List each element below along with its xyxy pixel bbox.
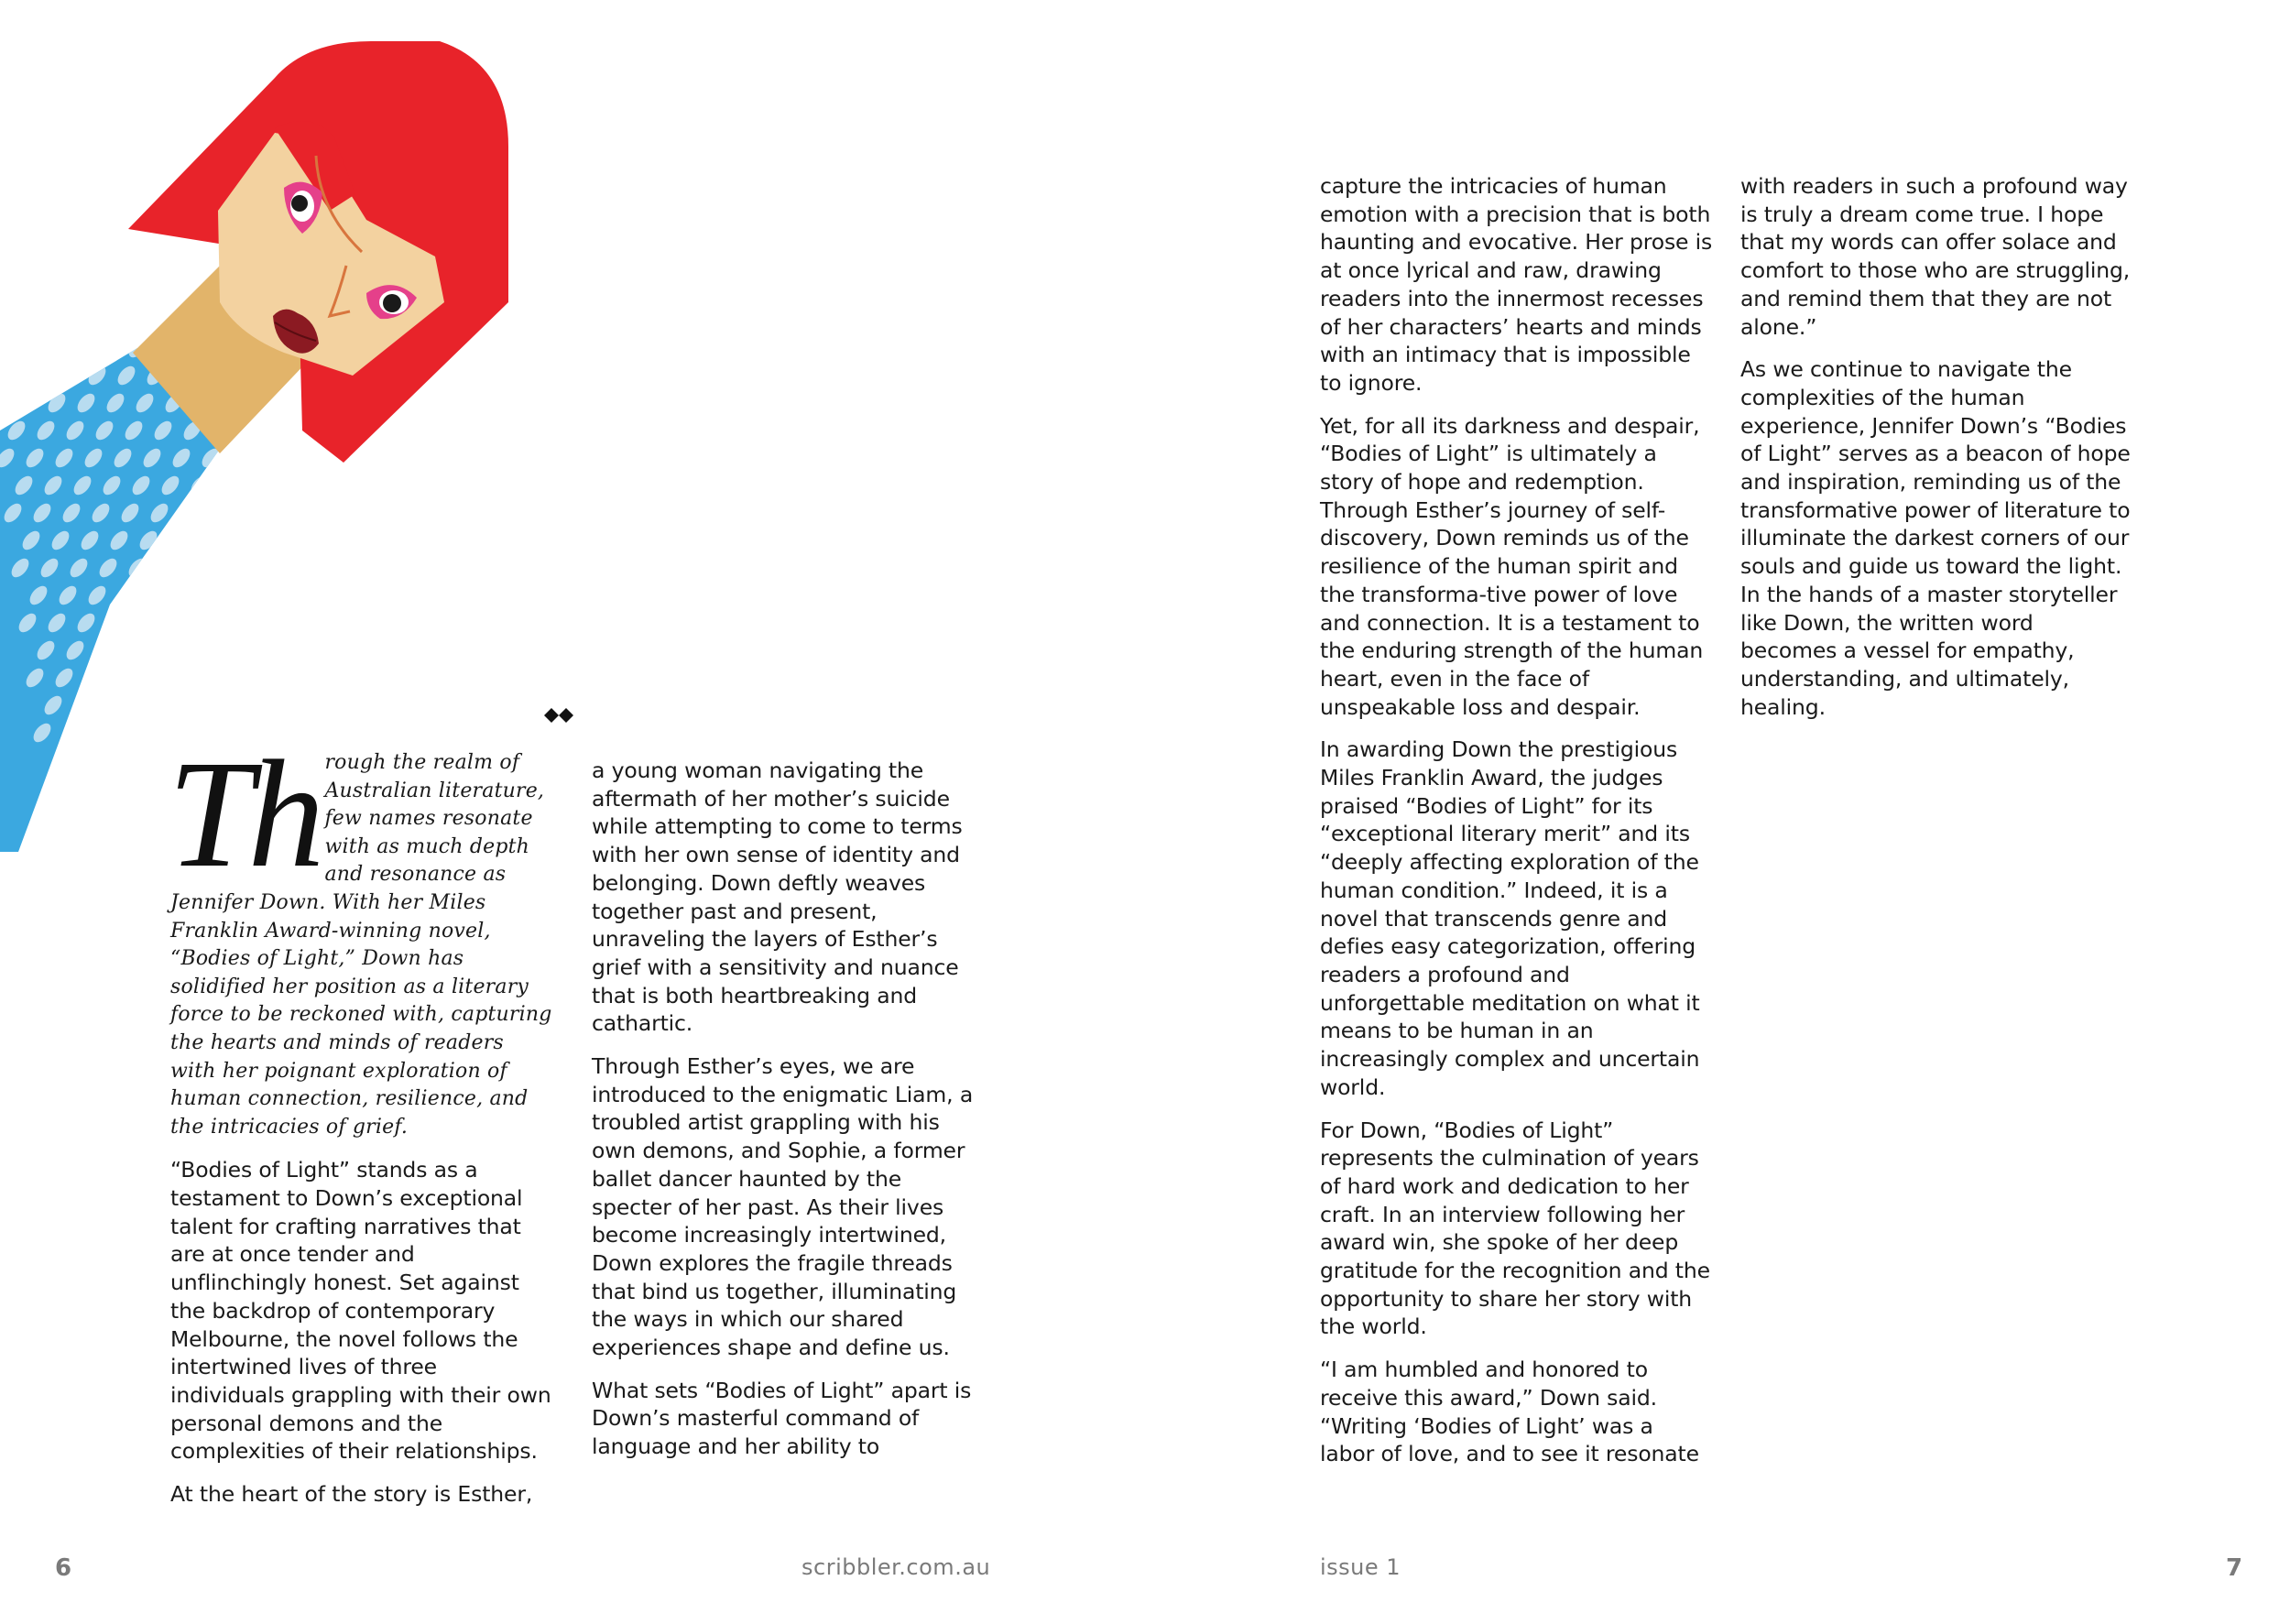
left-page-number: 6 <box>55 1554 72 1582</box>
dress-dot <box>257 665 281 690</box>
dress-dot <box>63 857 87 861</box>
paragraph: with readers in such a profound way is truly a dream come true. I hope that my words can offer solace and comfort to those who are struggling, and remind them that they are not alone.” <box>1740 173 2131 340</box>
article-column-1 <box>168 729 555 1523</box>
dress-dot <box>144 802 168 827</box>
dress-dot <box>93 857 116 861</box>
dress-dot <box>67 775 91 800</box>
dress-dot <box>184 555 208 580</box>
dress-dot <box>169 665 193 690</box>
dress-dot <box>268 638 292 662</box>
dress-dot <box>213 555 237 580</box>
dress-dot <box>180 638 204 662</box>
dress-dot <box>122 638 146 662</box>
dress-dot <box>199 665 223 690</box>
dress-dot <box>166 528 190 552</box>
dress-dot <box>89 720 113 745</box>
paragraph: “I am humbled and honored to receive this award,” Down said. “Writing ‘Bodies of Light’ was a labor of love, and to see it resonate <box>1320 1357 1699 1467</box>
dress-dot <box>0 363 21 387</box>
dress-dot <box>118 720 142 745</box>
dress-dot <box>38 335 61 360</box>
dress-dot <box>228 665 252 690</box>
diamond-ornament <box>542 706 579 725</box>
paragraph: Yet, for all its darkness and despair, “Bodies of Light” is ultimately a story of hope and redemption. Through Esther’s journey of self-discovery, Down reminds us of the resilience of the human spirit and the transforma-tive power of love and connection. It is a testament to the enduring strength of the human heart, even in the face of unspeakable loss and despair. <box>1320 412 1704 720</box>
website-link[interactable]: scribbler.com.au <box>802 1554 991 1580</box>
dress-dot <box>104 830 127 855</box>
dress-dot <box>191 610 215 635</box>
dress-dot <box>136 747 160 772</box>
dress-dot <box>250 610 274 635</box>
paragraph: “Bodies of Light” stands as a testament to Down’s exceptional talent for crafting narratives that are at once tender and unflinchingly honest. Set against the backdrop of contemporary Melbourne, the novel follows the intertwined lives of three individuals grappling with their own personal demons and the complexities of their relationships. <box>170 1157 551 1465</box>
dress-dot <box>140 665 164 690</box>
lead-paragraph <box>168 729 555 1141</box>
paragraph: For Down, “Bodies of Light” represents the culmination of years of hard work and dedication to her craft. In an interview following her award win, she spoke of her deep gratitude for the recognition and the opportunity to share her story with the world. <box>1320 1117 1710 1340</box>
dress-dot <box>0 390 10 415</box>
dress-dot <box>206 500 230 525</box>
dress-dot <box>74 830 98 855</box>
dress-dot <box>114 802 138 827</box>
dress-dot <box>235 500 259 525</box>
dress-dot <box>104 610 127 635</box>
paragraph: a young woman navigating the aftermath of her mother’s suicide while attempting to come to terms with her own sense of identity and belonging. Down deftly weaves together past and present, unraveling the layers of Esther’s grief with a sensitivity and nuance that is both heartbreaking and cathartic. <box>592 758 963 1037</box>
paragraph: Through Esther’s eyes, we are introduced to the enigmatic Liam, a troubled artist grappling with his own demons, and Sophie, a former ballet dancer haunted by the specter of her past. As their lives become increasingly intertwined, Down explores the fragile threads that bind us together, illuminating the ways in which our shared experiences shape and define us. <box>592 1053 974 1361</box>
dress-dot <box>158 692 182 717</box>
dress-dot <box>254 528 278 552</box>
lead-text: rough the realm of Australian literature, few names resonate with as much depth and resonance as Jennifer Down. With her Miles Franklin Award-winning novel, “Bodies of Light,” Down has solidified her position as a literary force to be reckoned with, capturing the hearts and minds of readers with her poignant exploration of human connection, resilience, and the intricacies of grief. <box>170 751 552 1139</box>
paragraph: In awarding Down the prestigious Miles Franklin Award, the judges praised “Bodies of Light” for its “exceptional literary merit” and its “deeply affecting exploration of the human condition.” Indeed, it is a novel that transcends genre and defies easy categorization, offering readers a profound and unforgettable meditation on what it means to be human in an increasingly complex and uncertain world. <box>1320 736 1700 1100</box>
dress-dot <box>56 363 80 387</box>
dress-dot <box>96 335 120 360</box>
right-page-number: 7 <box>2226 1554 2243 1582</box>
dress-dot <box>107 747 131 772</box>
dress-dot <box>56 802 80 827</box>
article-column-2 <box>592 757 986 1476</box>
dress-dot <box>195 528 219 552</box>
dress-dot <box>224 528 248 552</box>
dress-dot <box>85 802 109 827</box>
paragraph: capture the intricacies of human emotion with a precision that is both haunting and evocative. Her prose is at once lyrical and raw, drawing readers into the innermost recesses of her characters’ hearts and minds with an intimacy that is impossible to ignore. <box>1320 173 1713 396</box>
dress-dot <box>133 610 157 635</box>
drop-cap: Th <box>168 729 320 899</box>
dress-dot <box>202 583 226 607</box>
issue-label: issue 1 <box>1320 1554 1401 1580</box>
dress-dot <box>125 775 149 800</box>
dress-dot <box>144 583 168 607</box>
dress-dot <box>133 830 157 855</box>
dress-dot <box>96 775 120 800</box>
dress-dot <box>246 692 270 717</box>
dress-dot <box>239 638 263 662</box>
dress-dot <box>243 555 267 580</box>
dress-dot <box>8 335 32 360</box>
dress-dot <box>210 638 234 662</box>
dress-dot <box>173 583 197 607</box>
dress-dot <box>246 473 270 497</box>
article-column-3 <box>1320 172 1714 1483</box>
dress-dot <box>217 473 241 497</box>
dress-dot <box>45 830 69 855</box>
paragraph: As we continue to navigate the complexities of the human experience, Jennifer Down’s “Bodies of Light” serves as a beacon of hope and inspiration, reminding us of the transformative power of literature to illuminate the darkest corners of our souls and guide us toward the light. In the hands of a master storyteller like Down, the written word becomes a vessel for empathy, understanding, and ultimately, healing. <box>1740 356 2131 720</box>
dress-dot <box>217 692 241 717</box>
dress-dot <box>261 583 285 607</box>
article-column-4 <box>1740 172 2134 736</box>
dress-dot <box>162 610 186 635</box>
dress-dot <box>151 638 175 662</box>
dress-dot <box>67 335 91 360</box>
dress-dot <box>111 665 135 690</box>
dress-dot <box>276 692 300 717</box>
dress-dot <box>221 610 245 635</box>
dress-dot <box>122 857 146 861</box>
dress-dot <box>27 363 50 387</box>
dress-dot <box>155 555 179 580</box>
paragraph: What sets “Bodies of Light” apart is Down’s masterful command of language and her ability to <box>592 1377 972 1460</box>
dress-dot <box>0 335 3 360</box>
paragraph: At the heart of the story is Esther, <box>170 1481 533 1508</box>
dress-dot <box>232 583 256 607</box>
dress-dot <box>188 692 212 717</box>
dress-dot <box>129 692 153 717</box>
dress-dot <box>228 445 252 470</box>
dress-dot <box>100 692 124 717</box>
dress-dot <box>78 747 102 772</box>
